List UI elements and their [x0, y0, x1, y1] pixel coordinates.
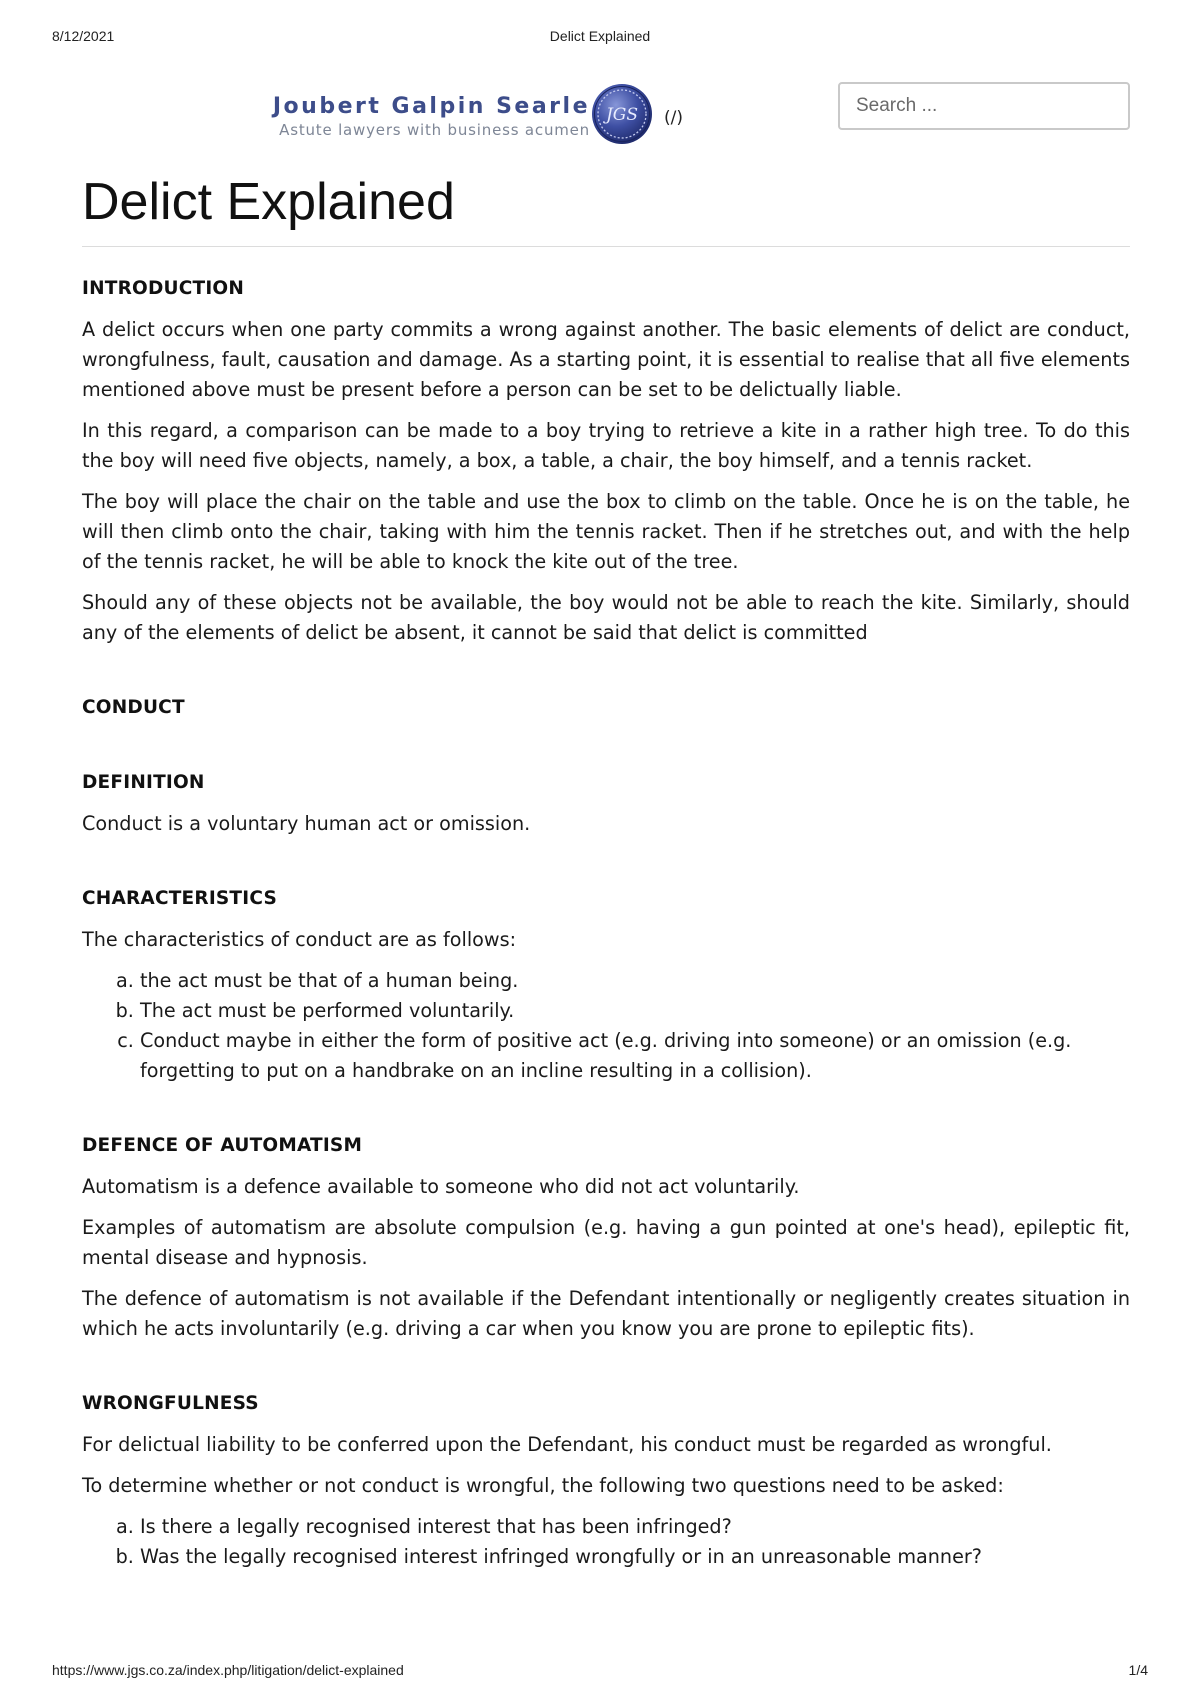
paragraph: For delictual liability to be conferred upon the Defendant, his conduct must be regarded as wrongful.: [82, 1433, 1052, 1456]
list-item: a. the act must be that of a human being.: [140, 966, 1130, 996]
section-heading-characteristics: CHARACTERISTICS: [82, 888, 277, 909]
logo-seal-icon[interactable]: [590, 82, 654, 146]
list-item: a. Is there a legally recognised interest that has been infringed?: [140, 1512, 1130, 1542]
paragraph: Automatism is a defence available to someone who did not act voluntarily.: [82, 1175, 800, 1198]
print-page-number: 1/4: [1128, 1662, 1148, 1678]
paragraph: Conduct is a voluntary human act or omission.: [82, 812, 531, 835]
list-item: c. Conduct maybe in either the form of positive act (e.g. driving into someone) or an omission (e.g. forgetting to put on a handbrake on an incline resulting in a collision).: [140, 1026, 1130, 1086]
paragraph: To determine whether or not conduct is wrongful, the following two questions need to be asked:: [82, 1474, 1004, 1497]
site-header: [230, 80, 690, 152]
page-title: Delict Explained: [82, 170, 1130, 247]
paragraph: A delict occurs when one party commits a wrong against another. The basic elements of delict are conduct, wrongfulness, fault, causation and damage. As a starting point, it is essential to realise that all five elements mentioned above must be present before a person can be set to be delictually liable.: [82, 318, 1130, 401]
print-url: https://www.jgs.co.za/index.php/litigation/delict-explained: [52, 1662, 404, 1678]
print-footer: [52, 1662, 1148, 1682]
paragraph: In this regard, a comparison can be made to a boy trying to retrieve a kite in a rather high tree. To do this the boy will need five objects, namely, a box, a table, a chair, the boy himself, and a tennis racket.: [82, 419, 1130, 472]
print-header: [52, 28, 1148, 48]
section-heading-definition: DEFINITION: [82, 772, 205, 793]
paragraph: The defence of automatism is not available if the Defendant intentionally or negligently creates situation in which he acts involuntarily (e.g. driving a car when you know you are prone to epileptic fits).: [82, 1287, 1130, 1340]
home-link[interactable]: (/): [664, 108, 683, 128]
section-heading-wrongfulness: WRONGFULNESS: [82, 1393, 259, 1414]
list-item: b. Was the legally recognised interest infringed wrongfully or in an unreasonable manner?: [140, 1542, 1130, 1572]
wrongfulness-list: [82, 1512, 1130, 1572]
print-date: 8/12/2021: [52, 28, 115, 44]
paragraph: The boy will place the chair on the table and use the box to climb on the table. Once he is on the table, he will then climb onto the chair, taking with him the tennis racket. Then if he stretches out, and with the help of the tennis racket, he will be able to knock the kite out of the tree.: [82, 490, 1130, 573]
print-page-title: Delict Explained: [549, 28, 651, 44]
logo[interactable]: [230, 94, 590, 139]
section-heading-introduction: INTRODUCTION: [82, 278, 245, 299]
search-input[interactable]: [838, 82, 1130, 130]
logo-tagline: Astute lawyers with business acumen: [279, 121, 590, 139]
article-content: [82, 274, 1130, 1572]
svg-text:JGS: JGS: [605, 105, 639, 125]
section-heading-conduct: CONDUCT: [82, 697, 185, 718]
paragraph: Examples of automatism are absolute compulsion (e.g. having a gun pointed at one's head), epileptic fit, mental disease and hypnosis.: [82, 1216, 1130, 1269]
characteristics-list: [82, 966, 1130, 1086]
logo-name: Joubert Galpin Searle: [272, 94, 590, 119]
paragraph: Should any of these objects not be available, the boy would not be able to reach the kite. Similarly, should any of the elements of delict be absent, it cannot be said that delict is committed: [82, 591, 1130, 644]
list-item: b. The act must be performed voluntarily.: [140, 996, 1130, 1026]
paragraph: The characteristics of conduct are as follows:: [82, 928, 517, 951]
section-heading-automatism: DEFENCE OF AUTOMATISM: [82, 1135, 363, 1156]
article: [82, 170, 1130, 1572]
